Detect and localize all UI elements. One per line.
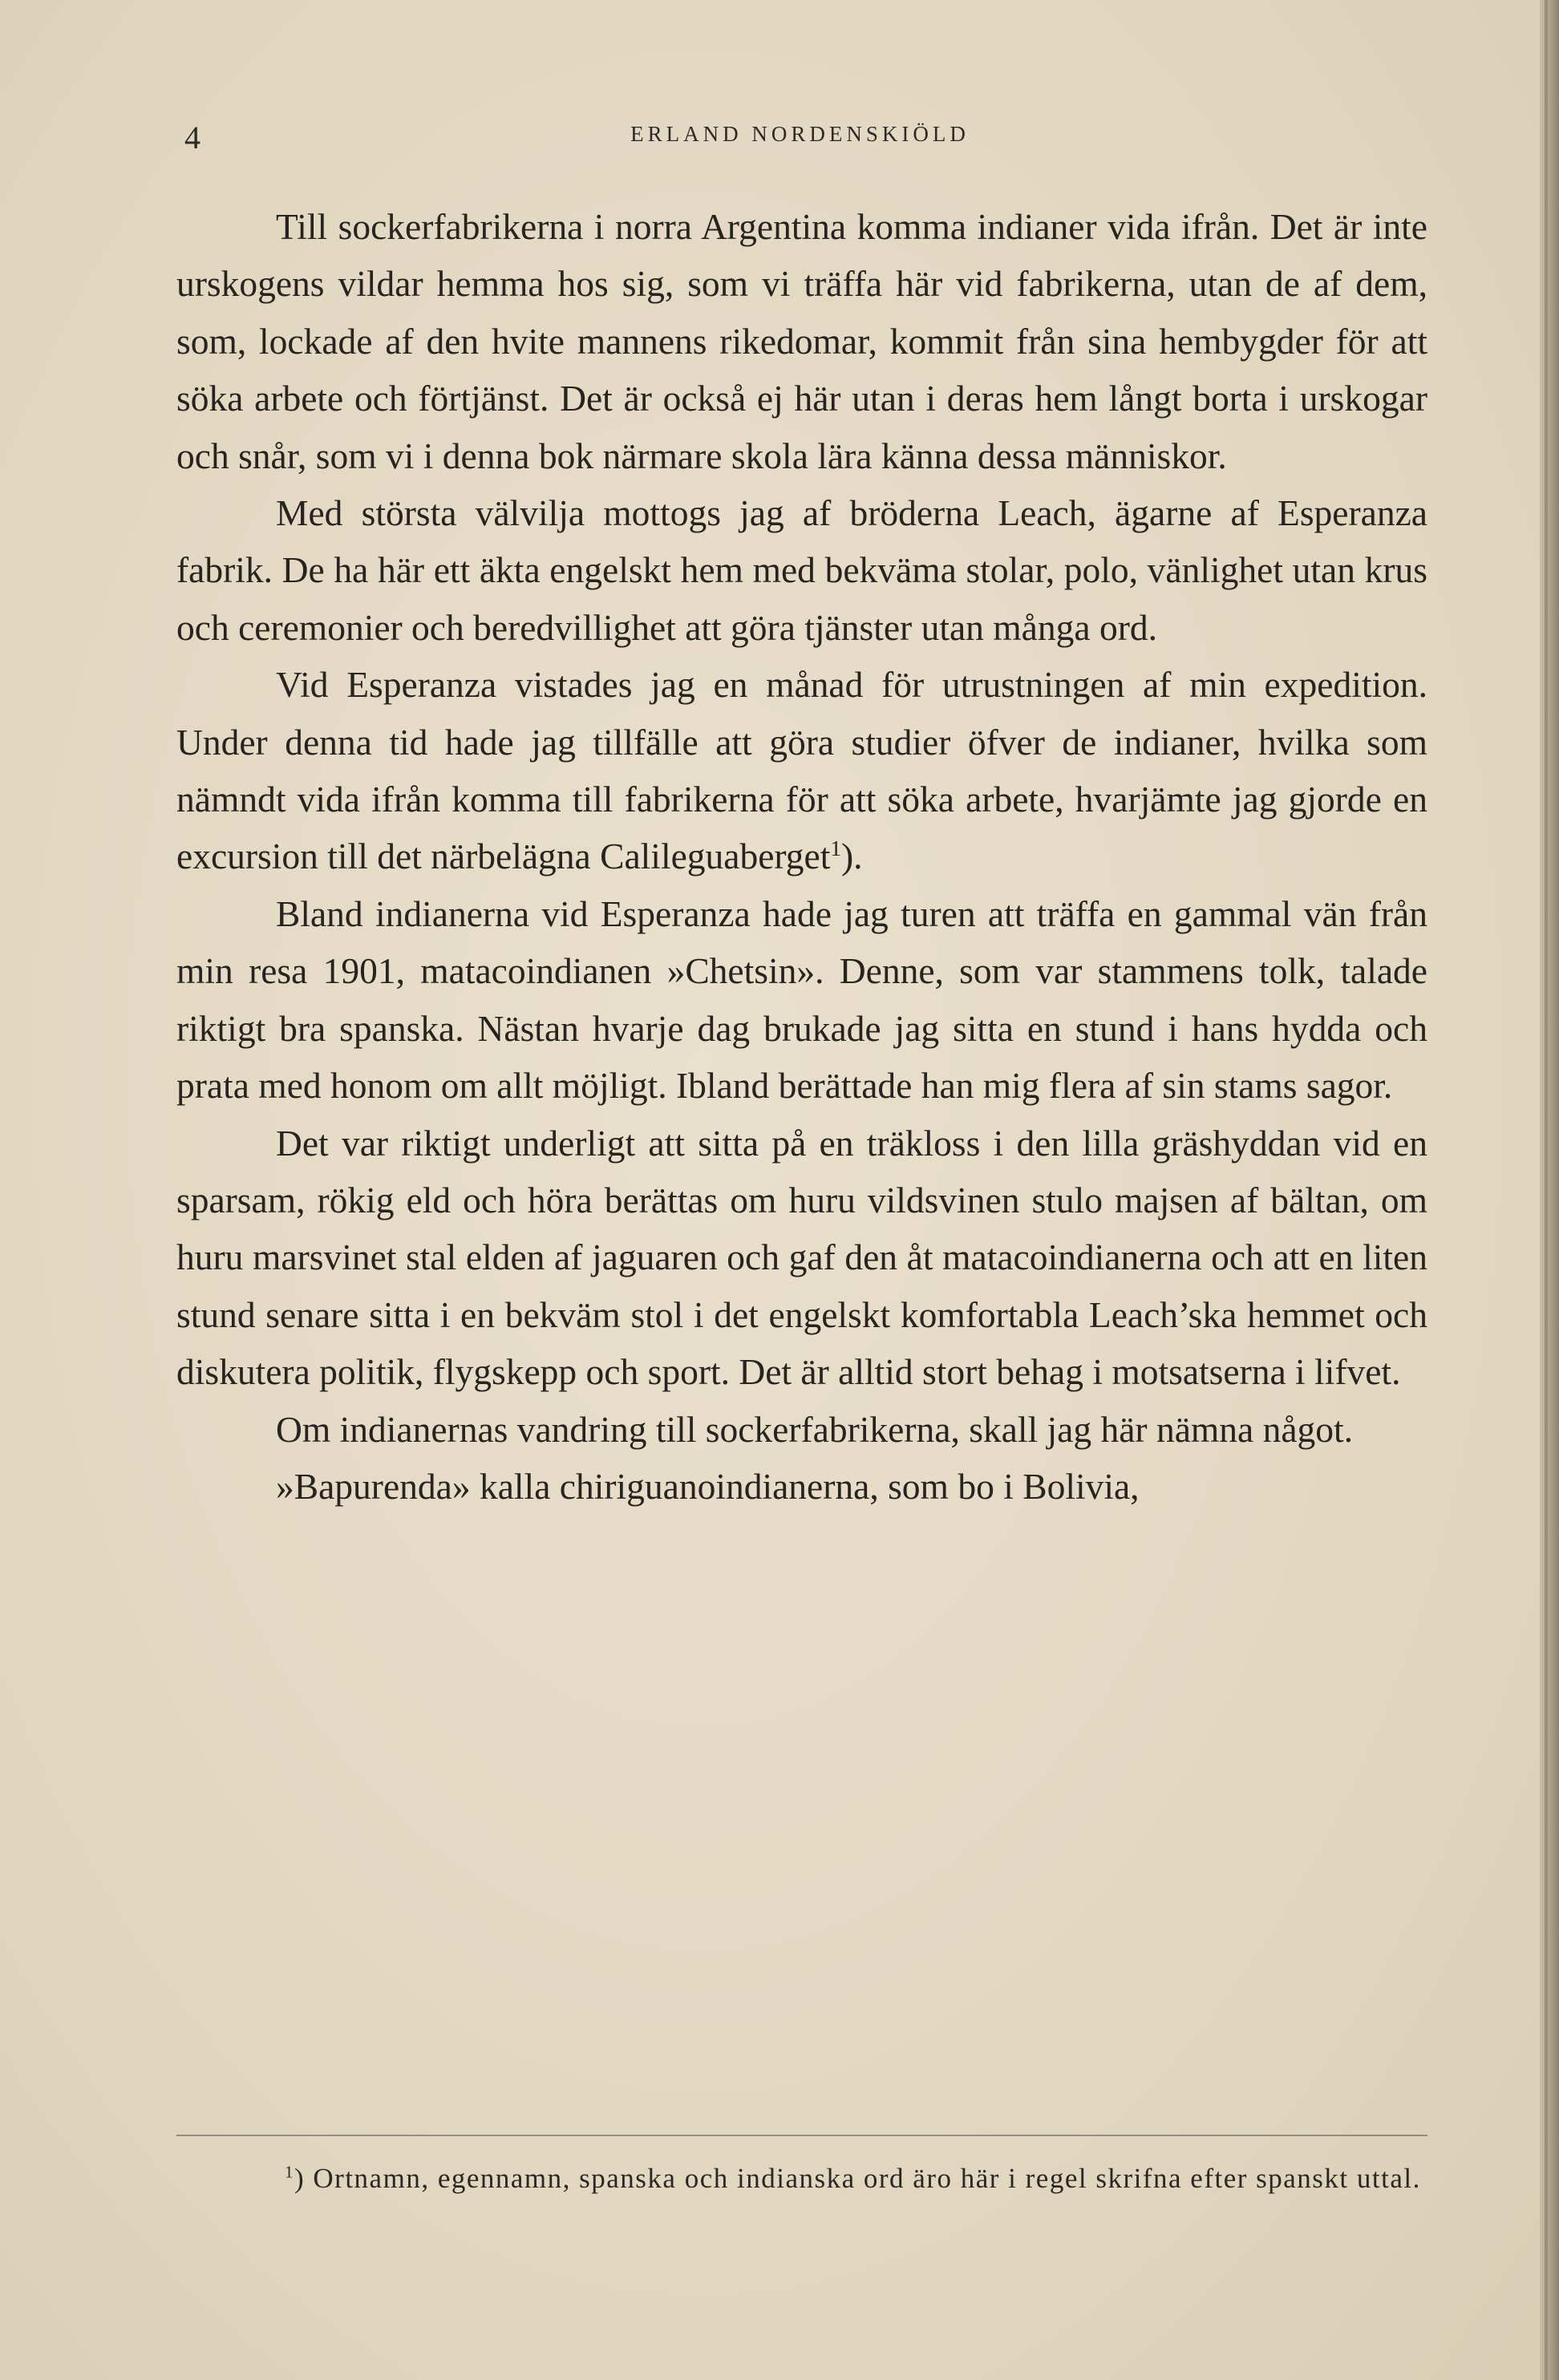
page-edge-shadow (1545, 0, 1548, 2380)
paragraph-2: Med största välvilja mottogs jag af bröderna Leach, ägarne af Esperanza fabrik. De ha här ett äkta engelskt hem med bekväma stolar, polo, vänlighet utan krus och ceremonier och beredvillighet att göra tjänster utan många ord. (176, 492, 1427, 648)
paragraph-4: Bland indianerna vid Esperanza hade jag turen att träffa en gammal vän från min resa 1901, matacoindianen »Chetsin». Denne, som var stammens tolk, talade riktigt bra spanska. Nästan hvarje dag brukade jag sitta en stund i hans hydda och prata med honom om allt möjligt. Ibland berättade han mig flera af sin stams sagor. (176, 892, 1427, 1107)
footnote-divider (176, 2135, 1427, 2136)
paragraph-7: »Bapurenda» kalla chiriguanoindianerna, som bo i Bolivia, (276, 1465, 1140, 1507)
footnote (176, 2157, 1427, 2200)
paragraph-3-end: ). (841, 836, 863, 877)
running-head: ERLAND NORDENSKIÖLD (630, 122, 970, 146)
body-text (176, 198, 1427, 1515)
footnote-text: ) Ortnamn, egennamn, spanska och indianska ord äro här i regel skrifna efter spanskt uttal. (294, 2163, 1421, 2194)
page-number: 4 (184, 119, 200, 156)
footnote-reference: 1 (830, 836, 841, 861)
paragraph-3-text: Vid Esperanza vistades jag en månad för utrustningen af min expedition. Under denna tid hade jag tillfälle att göra studier öfver de indianer, hvilka som nämndt vida ifrån komma till fabrikerna för att söka arbete, hvarjämte jag gjorde en excursion till det närbelägna Calileguaberget (176, 664, 1427, 877)
paragraph-5: Det var riktigt underligt att sitta på en träkloss i den lilla gräshyddan vid en sparsam, rökig eld och höra berättas om huru vildsvinen stulo majsen af bältan, om huru marsvinet stal elden af jaguaren och gaf den åt matacoindianerna och att en liten stund senare sitta i en bekväm stol i det engelskt komfortabla Leach’ska hemmet och diskutera politik, flygskepp och sport. Det är alltid stort behag i motsatserna i lifvet. (176, 1122, 1427, 1393)
page-edge (1540, 0, 1559, 2380)
paragraph-3 (176, 656, 1427, 885)
paragraph-6: Om indianernas vandring till sockerfabrikerna, skall jag här nämna något. (276, 1408, 1354, 1450)
footnote-mark: 1 (285, 2162, 294, 2182)
page-header (172, 119, 1427, 167)
paragraph-1: Till sockerfabrikerna i norra Argentina komma indianer vida ifrån. Det är inte urskogens vildar hemma hos sig, som vi träffa här vid fabrikerna, utan de af dem, som, lockade af den hvite mannens rikedomar, kommit från sina hembygder för att söka arbete och förtjänst. Det är också ej här utan i deras hem långt borta i urskogar och snår, som vi i denna bok närmare skola lära känna dessa människor. (176, 206, 1427, 476)
